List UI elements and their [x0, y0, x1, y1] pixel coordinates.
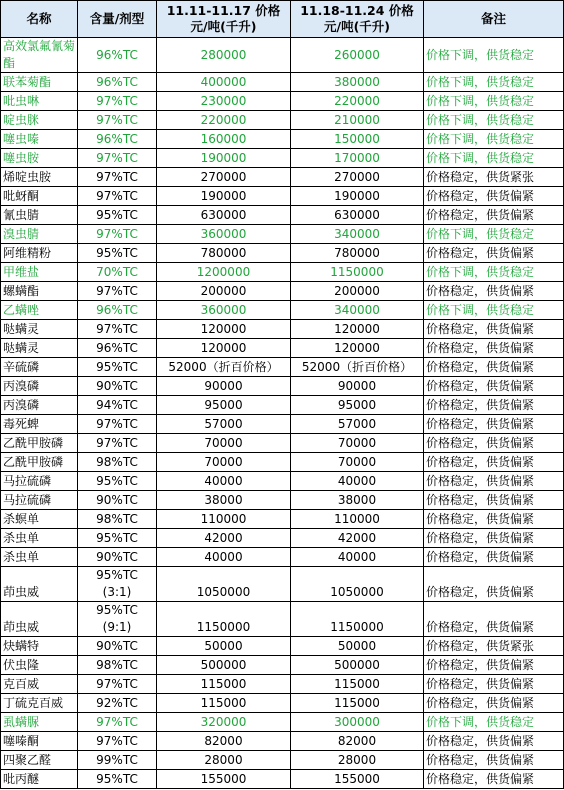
spec-cell: 97%TC: [78, 168, 157, 187]
price-week1-cell: 190000: [157, 149, 291, 168]
spec-cell: 97%TC: [78, 675, 157, 694]
table-row: [1, 73, 564, 92]
table-row: [1, 656, 564, 675]
price-week1-cell: 230000: [157, 92, 291, 111]
price-week1-cell: 1150000: [157, 602, 291, 637]
price-week2-cell: 70000: [291, 434, 424, 453]
product-name-cell: 茚虫威: [1, 567, 78, 602]
note-cell: 价格稳定，供货偏紧: [424, 358, 564, 377]
table-row: [1, 694, 564, 713]
spec-cell: 90%TC: [78, 548, 157, 567]
product-name-cell: 烯啶虫胺: [1, 168, 78, 187]
price-week1-cell: 190000: [157, 187, 291, 206]
spec-cell: 92%TC: [78, 694, 157, 713]
price-week1-cell: 1200000: [157, 263, 291, 282]
table-row: [1, 770, 564, 789]
table-row: [1, 637, 564, 656]
table-row: [1, 263, 564, 282]
table-row: [1, 358, 564, 377]
product-name-cell: 噻虫胺: [1, 149, 78, 168]
product-name-cell: 伏虫隆: [1, 656, 78, 675]
spec-cell: 97%TC: [78, 732, 157, 751]
table-row: [1, 675, 564, 694]
note-cell: 价格稳定，供货偏紧: [424, 472, 564, 491]
price-week2-cell: 38000: [291, 491, 424, 510]
product-name-cell: 毒死蜱: [1, 415, 78, 434]
price-week1-cell: 400000: [157, 73, 291, 92]
table-row: [1, 130, 564, 149]
note-cell: 价格下调，供货稳定: [424, 92, 564, 111]
note-cell: 价格下调，供货稳定: [424, 130, 564, 149]
price-week2-cell: 82000: [291, 732, 424, 751]
price-week2-cell: 57000: [291, 415, 424, 434]
note-cell: 价格稳定，供货偏紧: [424, 732, 564, 751]
price-week2-cell: 210000: [291, 111, 424, 130]
header-name: 名称: [1, 1, 78, 38]
header-period2: 11.18-11.24 价格元/吨(千升): [291, 1, 424, 38]
table-row: [1, 187, 564, 206]
price-week1-cell: 270000: [157, 168, 291, 187]
price-week2-cell: 28000: [291, 751, 424, 770]
price-week1-cell: 115000: [157, 675, 291, 694]
spec-cell: 90%TC: [78, 491, 157, 510]
spec-cell: 95%TC: [78, 770, 157, 789]
note-cell: 价格下调，供货稳定: [424, 263, 564, 282]
price-week2-cell: 500000: [291, 656, 424, 675]
product-name-cell: 丙溴磷: [1, 377, 78, 396]
price-week1-cell: 52000（折百价格）: [157, 358, 291, 377]
table-row: [1, 301, 564, 320]
table-row: [1, 168, 564, 187]
product-name-cell: 马拉硫磷: [1, 472, 78, 491]
note-cell: 价格稳定，供货偏紧: [424, 656, 564, 675]
note-cell: 价格稳定，供货偏紧: [424, 529, 564, 548]
price-week2-cell: 120000: [291, 320, 424, 339]
spec-cell: 97%TC: [78, 713, 157, 732]
note-cell: 价格稳定，供货偏紧: [424, 675, 564, 694]
note-cell: 价格稳定，供货偏紧: [424, 694, 564, 713]
price-week1-cell: 38000: [157, 491, 291, 510]
price-week2-cell: 110000: [291, 510, 424, 529]
product-name-cell: 四聚乙醛: [1, 751, 78, 770]
note-cell: 价格稳定，供货偏紧: [424, 320, 564, 339]
product-name-cell: 杀螟单: [1, 510, 78, 529]
product-name-cell: 乙螨唑: [1, 301, 78, 320]
price-week1-cell: 360000: [157, 301, 291, 320]
price-week1-cell: 1050000: [157, 567, 291, 602]
note-cell: 价格下调，供货稳定: [424, 73, 564, 92]
spec-cell: 90%TC: [78, 377, 157, 396]
product-name-cell: 茚虫威: [1, 602, 78, 637]
price-week1-cell: 220000: [157, 111, 291, 130]
product-name-cell: 虱螨脲: [1, 713, 78, 732]
note-cell: 价格稳定，供货偏紧: [424, 244, 564, 263]
table-row: [1, 149, 564, 168]
table-row: [1, 491, 564, 510]
price-week2-cell: 40000: [291, 472, 424, 491]
price-week2-cell: 1150000: [291, 602, 424, 637]
spec-cell: 98%TC: [78, 510, 157, 529]
product-name-cell: 杀虫单: [1, 548, 78, 567]
price-week2-cell: 40000: [291, 548, 424, 567]
header-row: [1, 1, 564, 38]
spec-cell: 97%TC: [78, 111, 157, 130]
price-week2-cell: 115000: [291, 675, 424, 694]
price-week1-cell: 40000: [157, 548, 291, 567]
note-cell: 价格稳定，供货偏紧: [424, 377, 564, 396]
price-week1-cell: 40000: [157, 472, 291, 491]
price-week1-cell: 630000: [157, 206, 291, 225]
price-week1-cell: 82000: [157, 732, 291, 751]
note-cell: 价格稳定，供货偏紧: [424, 282, 564, 301]
table-row: [1, 206, 564, 225]
price-week2-cell: 300000: [291, 713, 424, 732]
price-week1-cell: 95000: [157, 396, 291, 415]
note-cell: 价格下调，供货稳定: [424, 111, 564, 130]
table-row: [1, 732, 564, 751]
table-row: [1, 38, 564, 73]
table-row: [1, 548, 564, 567]
price-week1-cell: 70000: [157, 434, 291, 453]
note-cell: 价格稳定，供货偏紧: [424, 206, 564, 225]
price-week2-cell: 50000: [291, 637, 424, 656]
note-cell: 价格稳定，供货紧张: [424, 637, 564, 656]
table-row: [1, 339, 564, 358]
price-week2-cell: 270000: [291, 168, 424, 187]
spec-cell: 95%TC: [78, 244, 157, 263]
product-name-cell: 噻虫嗪: [1, 130, 78, 149]
spec-cell: 95%TC: [78, 472, 157, 491]
table-row: [1, 396, 564, 415]
product-name-cell: 炔螨特: [1, 637, 78, 656]
spec-cell: 95%TC (3:1): [78, 567, 157, 602]
price-week2-cell: 52000（折百价格）: [291, 358, 424, 377]
note-cell: 价格下调，供货稳定: [424, 38, 564, 73]
product-name-cell: 啶虫脒: [1, 111, 78, 130]
price-week2-cell: 1050000: [291, 567, 424, 602]
spec-cell: 99%TC: [78, 751, 157, 770]
price-week1-cell: 155000: [157, 770, 291, 789]
note-cell: 价格稳定，供货偏紧: [424, 548, 564, 567]
spec-cell: 90%TC: [78, 637, 157, 656]
spec-cell: 97%TC: [78, 187, 157, 206]
table-row: [1, 472, 564, 491]
product-name-cell: 联苯菊酯: [1, 73, 78, 92]
note-cell: 价格稳定，供货偏紧: [424, 339, 564, 358]
product-name-cell: 噻嗪酮: [1, 732, 78, 751]
price-week1-cell: 28000: [157, 751, 291, 770]
product-name-cell: 克百威: [1, 675, 78, 694]
product-name-cell: 丙溴磷: [1, 396, 78, 415]
product-name-cell: 吡蚜酮: [1, 187, 78, 206]
product-name-cell: 吡丙醚: [1, 770, 78, 789]
note-cell: 价格稳定，供货偏紧: [424, 751, 564, 770]
price-week1-cell: 120000: [157, 339, 291, 358]
note-cell: 价格稳定，供货偏紧: [424, 602, 564, 637]
price-week2-cell: 150000: [291, 130, 424, 149]
product-name-cell: 乙酰甲胺磷: [1, 434, 78, 453]
table-row: [1, 453, 564, 472]
table-row: [1, 529, 564, 548]
note-cell: 价格稳定，供货偏紧: [424, 415, 564, 434]
spec-cell: 95%TC: [78, 206, 157, 225]
price-week2-cell: 630000: [291, 206, 424, 225]
table-row: [1, 567, 564, 602]
table-row: [1, 282, 564, 301]
price-week1-cell: 500000: [157, 656, 291, 675]
table-row: [1, 510, 564, 529]
price-week2-cell: 340000: [291, 225, 424, 244]
price-week2-cell: 120000: [291, 339, 424, 358]
header-period1: 11.11-11.17 价格元/吨(千升): [157, 1, 291, 38]
price-week2-cell: 42000: [291, 529, 424, 548]
spec-cell: 97%TC: [78, 92, 157, 111]
price-week1-cell: 70000: [157, 453, 291, 472]
spec-cell: 97%TC: [78, 282, 157, 301]
price-week2-cell: 380000: [291, 73, 424, 92]
table-row: [1, 244, 564, 263]
table-row: [1, 111, 564, 130]
table-row: [1, 713, 564, 732]
price-week2-cell: 340000: [291, 301, 424, 320]
product-name-cell: 氰虫腈: [1, 206, 78, 225]
product-name-cell: 哒螨灵: [1, 320, 78, 339]
note-cell: 价格稳定，供货偏紧: [424, 491, 564, 510]
price-week2-cell: 200000: [291, 282, 424, 301]
price-week1-cell: 57000: [157, 415, 291, 434]
table-row: [1, 434, 564, 453]
price-week2-cell: 780000: [291, 244, 424, 263]
spec-cell: 96%TC: [78, 339, 157, 358]
price-week1-cell: 360000: [157, 225, 291, 244]
note-cell: 价格稳定，供货偏紧: [424, 434, 564, 453]
spec-cell: 96%TC: [78, 301, 157, 320]
note-cell: 价格稳定，供货偏紧: [424, 396, 564, 415]
spec-cell: 97%TC: [78, 320, 157, 339]
note-cell: 价格稳定，供货紧张: [424, 168, 564, 187]
spec-cell: 98%TC: [78, 453, 157, 472]
product-name-cell: 丁硫克百威: [1, 694, 78, 713]
spec-cell: 70%TC: [78, 263, 157, 282]
price-week2-cell: 115000: [291, 694, 424, 713]
note-cell: 价格下调，供货稳定: [424, 713, 564, 732]
product-name-cell: 溴虫腈: [1, 225, 78, 244]
spec-cell: 97%TC: [78, 415, 157, 434]
product-name-cell: 辛硫磷: [1, 358, 78, 377]
price-week2-cell: 220000: [291, 92, 424, 111]
spec-cell: 95%TC: [78, 358, 157, 377]
spec-cell: 97%TC: [78, 225, 157, 244]
table-row: [1, 415, 564, 434]
table-row: [1, 92, 564, 111]
spec-cell: 97%TC: [78, 434, 157, 453]
spec-cell: 95%TC (9:1): [78, 602, 157, 637]
header-spec: 含量/剂型: [78, 1, 157, 38]
product-name-cell: 吡虫啉: [1, 92, 78, 111]
price-week2-cell: 155000: [291, 770, 424, 789]
price-week1-cell: 110000: [157, 510, 291, 529]
note-cell: 价格下调，供货稳定: [424, 225, 564, 244]
price-week1-cell: 42000: [157, 529, 291, 548]
table-row: [1, 225, 564, 244]
note-cell: 价格下调，供货稳定: [424, 301, 564, 320]
price-week2-cell: 190000: [291, 187, 424, 206]
product-name-cell: 马拉硫磷: [1, 491, 78, 510]
product-name-cell: 螺螨酯: [1, 282, 78, 301]
price-week1-cell: 320000: [157, 713, 291, 732]
note-cell: 价格下调，供货稳定: [424, 149, 564, 168]
product-name-cell: 杀虫单: [1, 529, 78, 548]
spec-cell: 96%TC: [78, 38, 157, 73]
table-body: [1, 38, 564, 789]
price-week2-cell: 170000: [291, 149, 424, 168]
note-cell: 价格稳定，供货偏紧: [424, 187, 564, 206]
product-name-cell: 乙酰甲胺磷: [1, 453, 78, 472]
note-cell: 价格稳定，供货偏紧: [424, 510, 564, 529]
spec-cell: 94%TC: [78, 396, 157, 415]
table-row: [1, 320, 564, 339]
spec-cell: 97%TC: [78, 149, 157, 168]
price-week1-cell: 120000: [157, 320, 291, 339]
table-row: [1, 377, 564, 396]
table-row: [1, 751, 564, 770]
price-week2-cell: 90000: [291, 377, 424, 396]
price-week1-cell: 50000: [157, 637, 291, 656]
price-week2-cell: 95000: [291, 396, 424, 415]
product-name-cell: 甲维盐: [1, 263, 78, 282]
product-name-cell: 高效氯氟氰菊酯: [1, 38, 78, 73]
note-cell: 价格稳定，供货偏紧: [424, 453, 564, 472]
price-week1-cell: 115000: [157, 694, 291, 713]
spec-cell: 95%TC: [78, 529, 157, 548]
price-week1-cell: 280000: [157, 38, 291, 73]
price-week1-cell: 780000: [157, 244, 291, 263]
note-cell: 价格稳定，供货偏紧: [424, 770, 564, 789]
header-note: 备注: [424, 1, 564, 38]
spec-cell: 98%TC: [78, 656, 157, 675]
table-row: [1, 602, 564, 637]
note-cell: 价格稳定，供货偏紧: [424, 567, 564, 602]
spec-cell: 96%TC: [78, 73, 157, 92]
price-week1-cell: 160000: [157, 130, 291, 149]
price-week1-cell: 200000: [157, 282, 291, 301]
product-name-cell: 哒螨灵: [1, 339, 78, 358]
spec-cell: 96%TC: [78, 130, 157, 149]
price-week1-cell: 90000: [157, 377, 291, 396]
product-name-cell: 阿维精粉: [1, 244, 78, 263]
price-week2-cell: 260000: [291, 38, 424, 73]
price-week2-cell: 70000: [291, 453, 424, 472]
price-week2-cell: 1150000: [291, 263, 424, 282]
